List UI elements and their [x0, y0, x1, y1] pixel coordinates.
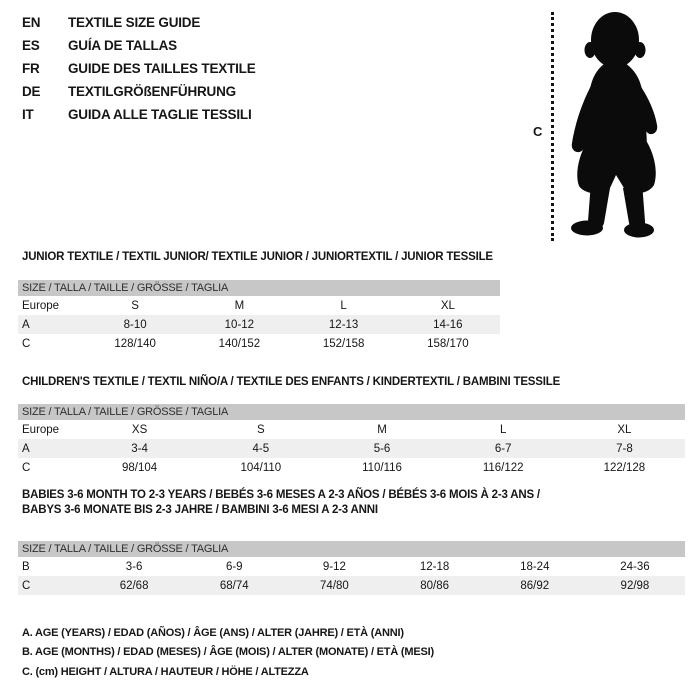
height-measure-dotted-line	[551, 12, 554, 241]
table-cell: 3-6	[125, 560, 143, 573]
row-label: A	[22, 442, 30, 455]
table-cell: 8-10	[123, 318, 147, 331]
table-cell: 80/86	[420, 579, 449, 592]
table-cell: 98/104	[122, 461, 158, 474]
table-cell: L	[500, 423, 507, 436]
toddler-silhouette-icon	[563, 6, 681, 240]
table-row	[18, 458, 685, 477]
table-cell: 110/116	[362, 461, 402, 474]
table-cell: 24-36	[620, 560, 650, 573]
table-cell: M	[234, 299, 245, 312]
size-header-band: SIZE / TALLA / TAILLE / GRÖSSE / TAGLIA	[18, 404, 685, 420]
table-cell: 158/170	[427, 337, 469, 350]
table-cell: 14-16	[433, 318, 463, 331]
babies-size-table	[18, 541, 685, 595]
babies-table-title-line2: BABYS 3-6 MONATE BIS 2-3 JAHRE / BAMBINI 3-6 MESI A 2-3 ANNI	[22, 504, 378, 516]
babies-table-title-line1: BABIES 3-6 MONTH TO 2-3 YEARS / BEBÉS 3-6 MESES A 2-3 AÑOS / BÉBÉS 3-6 MOIS À 2-3 ANS /	[22, 489, 540, 501]
row-label: C	[22, 461, 31, 474]
language-code: ES	[22, 38, 40, 53]
children-table-title: CHILDREN'S TEXTILE / TEXTIL NIÑO/A / TEXTILE DES ENFANTS / KINDERTEXTIL / BAMBINI TESSILE	[22, 376, 561, 388]
language-row-de	[22, 80, 256, 103]
table-row	[18, 557, 685, 576]
measure-label-c: C	[533, 124, 543, 139]
table-cell: XL	[440, 299, 455, 312]
table-cell: 140/152	[218, 337, 261, 350]
table-cell: 3-4	[131, 442, 148, 455]
language-title: GUÍA DE TALLAS	[68, 38, 177, 53]
table-cell: 92/98	[620, 579, 650, 592]
note-c: C. (cm) HEIGHT / ALTURA / HAUTEUR / HÖHE / ALTEZZA	[22, 665, 309, 678]
table-row	[18, 439, 685, 458]
table-cell: 12-13	[328, 318, 359, 331]
table-cell: 122/128	[603, 461, 646, 474]
table-cell: 10-12	[224, 318, 255, 331]
row-label: C	[22, 337, 31, 350]
junior-size-table	[18, 280, 500, 353]
table-cell: 86/92	[520, 579, 550, 592]
size-header-band: SIZE / TALLA / TAILLE / GRÖSSE / TAGLIA	[18, 541, 685, 557]
table-cell: 62/68	[119, 579, 149, 592]
language-list	[22, 11, 256, 126]
note-a: A. AGE (YEARS) / EDAD (AÑOS) / ÂGE (ANS) / ALTER (JAHRE) / ETÀ (ANNI)	[22, 626, 404, 639]
table-cell: XL	[617, 423, 632, 436]
language-title: TEXTILE SIZE GUIDE	[68, 15, 201, 30]
table-cell: S	[256, 423, 265, 436]
language-row-fr	[22, 57, 256, 80]
legend-notes	[22, 623, 434, 682]
table-cell: 6-7	[494, 442, 512, 455]
table-cell: L	[340, 299, 347, 312]
table-row	[18, 334, 500, 353]
table-row	[18, 315, 500, 334]
table-cell: 9-12	[322, 560, 346, 573]
table-cell: S	[131, 299, 139, 312]
table-cell: 5-6	[373, 442, 391, 455]
note-b: B. AGE (MONTHS) / EDAD (MESES) / ÂGE (MOIS) / ALTER (MONATE) / ETÀ (MESI)	[22, 646, 434, 659]
children-size-table	[18, 404, 685, 477]
table-cell: 18-24	[520, 560, 550, 573]
language-code: FR	[22, 61, 40, 76]
table-cell: 68/74	[219, 579, 249, 592]
table-row	[18, 420, 685, 439]
language-code: DE	[22, 84, 41, 99]
language-title: TEXTILGRÖßENFÜHRUNG	[68, 84, 236, 99]
row-label: C	[22, 579, 31, 592]
table-cell: 152/158	[322, 337, 365, 350]
junior-table-title: JUNIOR TEXTILE / TEXTIL JUNIOR/ TEXTILE JUNIOR / JUNIORTEXTIL / JUNIOR TESSILE	[22, 251, 493, 263]
row-label: A	[22, 318, 30, 331]
language-title: GUIDA ALLE TAGLIE TESSILI	[68, 107, 252, 122]
size-header-band: SIZE / TALLA / TAILLE / GRÖSSE / TAGLIA	[18, 280, 500, 296]
language-code: EN	[22, 15, 41, 30]
language-code: IT	[22, 107, 34, 122]
language-row-en	[22, 11, 256, 34]
table-cell: 74/80	[320, 579, 349, 592]
table-cell: XS	[131, 423, 148, 436]
language-row-it	[22, 103, 256, 126]
table-cell: 12-18	[419, 560, 450, 573]
row-label: Europe	[22, 423, 60, 436]
table-cell: 128/140	[114, 337, 156, 350]
language-row-es	[22, 34, 256, 57]
table-cell: 6-9	[225, 560, 243, 573]
table-cell: 4-5	[252, 442, 270, 455]
table-cell: 116/122	[482, 461, 524, 474]
table-row	[18, 296, 500, 315]
language-title: GUIDE DES TAILLES TEXTILE	[68, 61, 256, 76]
row-label: B	[22, 560, 30, 573]
table-cell: 104/110	[240, 461, 282, 474]
table-cell: M	[377, 423, 387, 436]
table-row	[18, 576, 685, 595]
row-label: Europe	[22, 299, 60, 312]
table-cell: 7-8	[616, 442, 633, 455]
